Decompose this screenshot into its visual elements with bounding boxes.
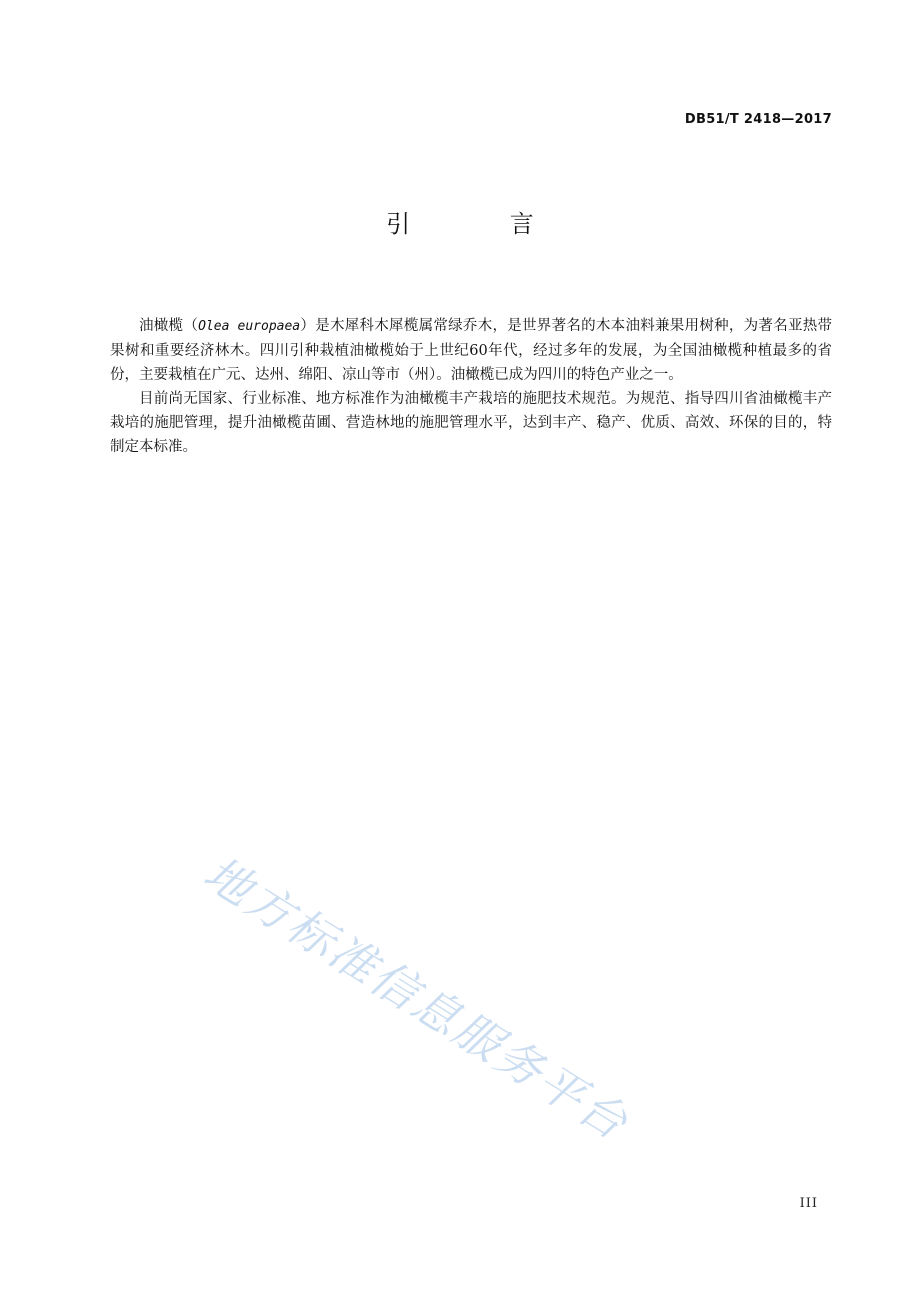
latin-species-name: Olea europaea bbox=[198, 319, 301, 334]
paragraph-2: 目前尚无国家、行业标准、地方标准作为油橄榄丰产栽培的施肥技术规范。为规范、指导四川省油橄榄丰产栽培的施肥管理，提升油橄榄苗圃、营造林地的施肥管理水平，达到丰产、稳产、优质、高效、环保的目的，特制定本标准。 bbox=[110, 391, 832, 455]
paragraph-1-rest: ）是木犀科木犀榄属常绿乔木，是世界著名的木本油料兼果用树种，为著名亚热带果树和重要经济林木。四川引种栽植油橄榄始于上世纪60年代，经过多年的发展，为全国油橄榄种植最多的省份，主要栽植在广元、达州、绵阳、凉山等市（州）。油橄榄已成为四川的特色产业之一。 bbox=[110, 318, 833, 383]
section-title: 引 言 bbox=[386, 210, 580, 238]
paragraph-1-lead: 油橄榄（ bbox=[139, 318, 199, 334]
page-number: III bbox=[799, 1196, 818, 1211]
watermark: 地方标准信息服务平台 bbox=[194, 845, 639, 1152]
paragraph-1 bbox=[110, 314, 832, 387]
introduction-body bbox=[110, 314, 832, 459]
standard-code: DB51/T 2418—2017 bbox=[684, 112, 832, 127]
